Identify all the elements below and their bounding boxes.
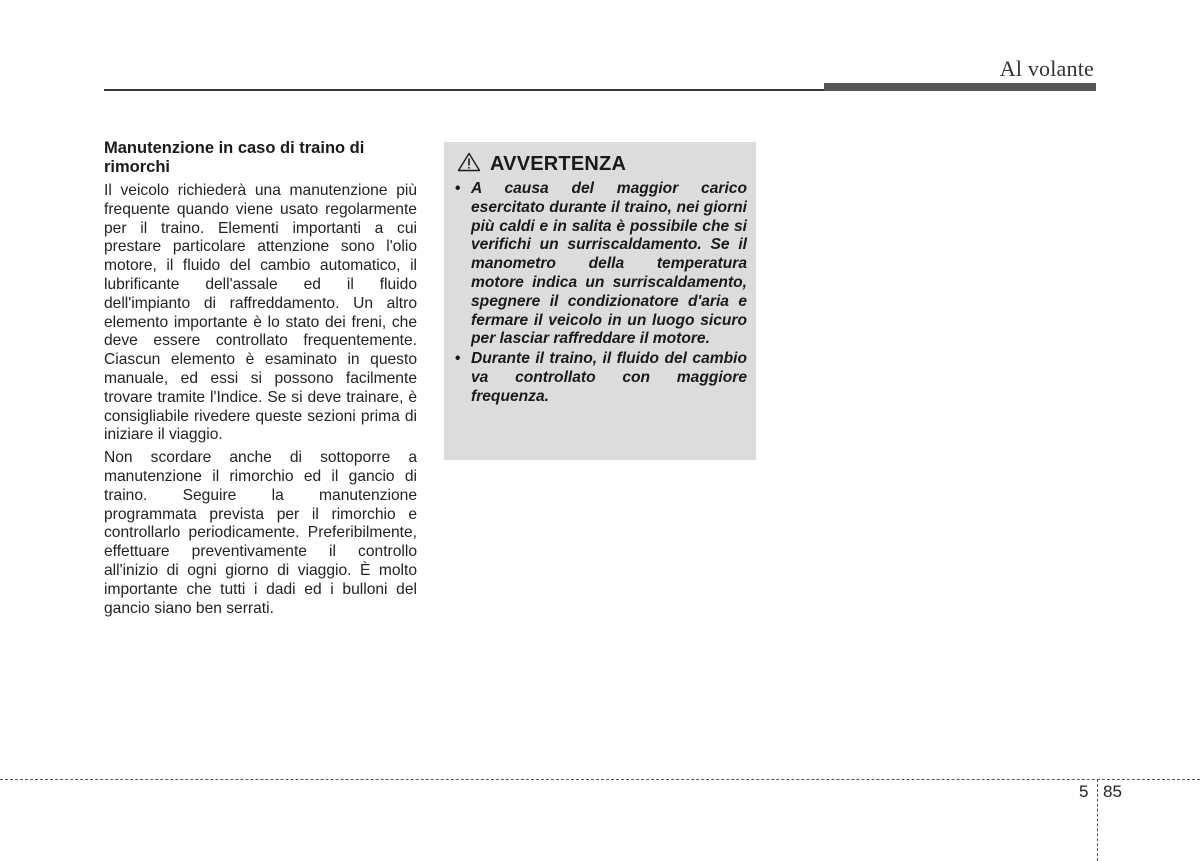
warning-item-text: Durante il traino, il fluido del cambio va controllato con maggiore frequenza.	[471, 350, 747, 405]
warning-title: AVVERTENZA	[490, 153, 627, 175]
body-paragraph: Non scordare anche di sottoporre a manutenzione il rimorchio ed il gancio di traino. Seguire la manutenzione programmata prevista per il rimorchio e controllarlo periodicamente. Preferibilmente, effettuare preventivamente il controllo all'inizio di ogni giorno di viaggio. È molto importante che tutti i dadi ed i bulloni del gancio siano ben serrati.	[104, 449, 417, 617]
page-number: 85	[1103, 782, 1122, 801]
bullet: •	[455, 350, 461, 368]
warning-list	[454, 180, 747, 407]
left-column	[104, 139, 417, 622]
warning-item	[454, 180, 747, 349]
footer-dashed-divider	[1097, 779, 1098, 861]
warning-box	[444, 142, 756, 460]
warning-triangle-icon	[457, 152, 481, 177]
body-paragraph: Il veicolo richiederà una manutenzione più frequente quando viene usato regolarmente per il traino. Elementi importanti a cui prestare particolare attenzione sono l'olio motore, il fluido del cambio automatico, il lubrificante dell'assale ed il fluido dell'impianto di raffreddamento. Un altro elemento importante è lo stato dei freni, che deve essere controllato frequentemente. Ciascun elemento è esaminato in questo manuale, ed essi si possono facilmente trovare tramite l'Indice. Se si deve trainare, è consigliabile rivedere queste sezioni prima di iniziare il viaggio.	[104, 182, 417, 444]
header-rule	[104, 89, 824, 91]
section-heading: Manutenzione in caso di traino di rimorchi	[104, 139, 365, 176]
warning-item	[454, 350, 747, 406]
page-header-title: Al volante	[999, 56, 1094, 81]
chapter-number: 5	[1079, 782, 1089, 801]
warning-header	[457, 152, 747, 177]
header-rule-accent	[824, 83, 1096, 91]
bullet: •	[455, 180, 461, 197]
warning-item-text: A causa del maggior carico esercitato durante il traino, nei giorni più caldi e in salita è possibile che si verifichi un surriscaldamento. Se il manometro della temperatura motore indica un surriscaldamento, spegnere il condizionatore d'aria e fermare il veicolo in un luogo sicuro per lasciar raffreddare il motore.	[471, 180, 747, 348]
footer-dashed-rule	[0, 779, 1200, 780]
